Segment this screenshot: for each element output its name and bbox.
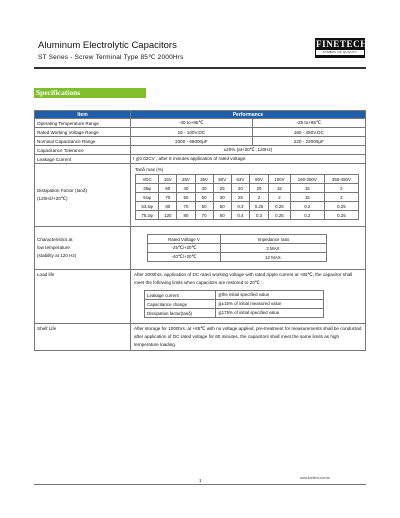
row-label: Load life (35, 270, 131, 324)
row-label: Leakage Current (35, 155, 131, 164)
dissipation-header: 25V (177, 175, 195, 184)
dissipation-cell-value: 80 (159, 202, 177, 211)
impedance-table (147, 234, 327, 262)
document-subtitle: ST Series - Screw Terminal Type 85℃ 2000Hrs (38, 54, 184, 61)
impedance-condition: -25℃/+20℃ (148, 244, 221, 253)
tan-label: Tanδ max (%) (135, 167, 164, 172)
dissipation-row (136, 193, 359, 202)
dissipation-cell-value: 15 (290, 184, 324, 193)
dissipation-header: 35V (195, 175, 213, 184)
dissipation-cell-value: 0.2 (290, 202, 324, 211)
impedance-header-row (148, 235, 327, 244)
load-life-item: Capacitance change (145, 300, 216, 309)
table-row (35, 146, 366, 155)
table-row (35, 270, 366, 324)
dissipation-cell-value: 0.25 (269, 211, 291, 220)
load-life-item: Dissipation factor(tanδ) (145, 309, 216, 318)
dissipation-row (136, 211, 359, 220)
dissipation-cell-value: 40 (177, 184, 195, 193)
table-row (35, 155, 366, 164)
dissipation-header-row (136, 175, 359, 184)
load-life-cell (131, 270, 366, 324)
impedance-header: Impedance ratio (221, 235, 327, 244)
dissipation-header: 50V (213, 175, 231, 184)
table-header-row (35, 111, 366, 119)
dissipation-header: 350-450V (324, 175, 358, 184)
load-life-row (145, 291, 324, 300)
dissipation-cell-value: 0.25 (269, 202, 291, 211)
load-life-limit: ≦±15% of initial measured value (216, 300, 324, 309)
page-number: 1 (199, 478, 202, 483)
dissipation-condition: (120Hz/+20℃) (37, 196, 68, 201)
load-life-text: After 2000hrs. application of DC rated working voltage with rated ripple current at +85℃, the capacitor shall meet the following limits when capacitors are restored to 20℃ : (134, 272, 353, 285)
dissipation-cell-value: 60 (159, 184, 177, 193)
table-row (35, 164, 366, 227)
dissipation-cell-value: 2 (324, 184, 358, 193)
table-row (35, 119, 366, 128)
impedance-condition: -40℃/+20℃ (148, 253, 221, 262)
dissipation-cell-value: 70 (159, 193, 177, 202)
cell-value: 3300 - 68000μF (131, 137, 253, 146)
cell-value: I ≦0.02CV , after 5 minutes application of rated voltage. (131, 155, 366, 164)
dissipation-cell (131, 164, 366, 227)
dissipation-cell-value: 0.25 (249, 202, 268, 211)
impedance-row (148, 253, 327, 262)
dissipation-cell-value: 15 (269, 184, 291, 193)
impedance-value: 12 MAX. (221, 253, 327, 262)
impedance-value: 3 MAX. (221, 244, 327, 253)
row-label: Nominal Capacitance Range (35, 137, 131, 146)
dissipation-cell-value: 0.4 (231, 211, 249, 220)
dissipation-header: 100V (269, 175, 291, 184)
dissipation-cell-value: 70 (195, 211, 213, 220)
dissipation-row (136, 202, 359, 211)
dissipation-cell-value: 30 (195, 184, 213, 193)
dissipation-cell-value: 0.25 (324, 202, 358, 211)
load-life-row (145, 309, 324, 318)
load-life-limit: ≦175% of initial specified value (216, 309, 324, 318)
cell-value: -25 to+85℃ (252, 119, 365, 128)
dissipation-cell-value: 50 (195, 193, 213, 202)
table-row (35, 137, 366, 146)
dissipation-cell-value: 76.2φ (136, 211, 159, 220)
table-row (35, 227, 366, 270)
dissipation-cell-value: 50 (177, 193, 195, 202)
dissipation-cell-value: 2 (269, 193, 291, 202)
dissipation-row (136, 184, 359, 193)
footer-divider (34, 484, 366, 485)
load-life-item: Leakage current (145, 291, 216, 300)
dissipation-cell-value: 0.25 (324, 211, 358, 220)
dissipation-header: 160-250V (290, 175, 324, 184)
section-heading: Specifications (34, 88, 146, 98)
dissipation-cell-value: 0.2 (290, 211, 324, 220)
dissipation-cell-value: 15 (290, 193, 324, 202)
shelf-life-text: After storage for 1000hrs. at +85℃ with no voltage applied, pre-treatment for measurements shall be conducted after application of DC rated voltage for 60 minutes, the capacitors shall meet the same limits as high temperature loading. (131, 324, 366, 351)
row-label (35, 164, 131, 227)
low-temp-cell (131, 227, 366, 270)
row-label: Capacitance Tolerance (35, 146, 131, 155)
dissipation-header: VDC (136, 175, 159, 184)
cell-value: ±20% (at+20℃ ,120Hz) (131, 146, 366, 155)
table-row (35, 128, 366, 137)
row-label: Operating Temperature Range (35, 119, 131, 128)
dissipation-cell-value: 2 (324, 193, 358, 202)
dissipation-header: 80V (249, 175, 268, 184)
logo-tagline: SYMBOL OF QUALITY (316, 50, 364, 55)
dissipation-cell-value: 35φ (136, 184, 159, 193)
impedance-row (148, 244, 327, 253)
dissipation-cell-value: 30 (213, 193, 231, 202)
table-row (35, 324, 366, 351)
dissipation-label: Dissipation Factor (tanδ) (37, 188, 88, 193)
dissipation-cell-value: 0.3 (249, 211, 268, 220)
dissipation-cell-value: 50 (213, 202, 231, 211)
logo-wordmark: FINETECH (316, 39, 368, 49)
dissipation-cell-value: 51φ (136, 193, 159, 202)
document-title: Aluminum Electrolytic Capacitors (38, 40, 177, 51)
dissipation-cell-value: 2 (249, 193, 268, 202)
dissipation-cell-value: 70 (177, 202, 195, 211)
dissipation-header: 16V (159, 175, 177, 184)
load-life-limit: ≦the initial specified value (216, 291, 324, 300)
dissipation-cell-value: 25 (231, 193, 249, 202)
row-label: Rated Working Voltage Range (35, 128, 131, 137)
row-label (35, 227, 131, 270)
cell-value: 160 - 450V.DC (252, 128, 365, 137)
impedance-header: Rated Voltage V (148, 235, 221, 244)
load-life-table (144, 290, 324, 318)
dissipation-cell-value: 60 (213, 211, 231, 220)
dissipation-cell-value: 25 (213, 184, 231, 193)
low-temp-label-line: Characteristics at (37, 237, 73, 242)
dissipation-cell-value: 63.5φ (136, 202, 159, 211)
dissipation-header: 63V (231, 175, 249, 184)
header-item: Item (35, 111, 131, 119)
load-life-row (145, 300, 324, 309)
row-label: Shelf Life (35, 324, 131, 351)
dissipation-cell-value: 20 (249, 184, 268, 193)
header-divider (34, 67, 366, 69)
dissipation-cell-value: 0.3 (231, 202, 249, 211)
dissipation-cell-value: 120 (159, 211, 177, 220)
dissipation-cell-value: 20 (231, 184, 249, 193)
cell-value: -40 to+85℃ (131, 119, 253, 128)
header-performance: Performance (131, 111, 366, 119)
company-logo (315, 38, 368, 58)
low-temp-label-line: (stability at 120 Hz) (37, 253, 77, 258)
cell-value: 220 - 22000μF (252, 137, 365, 146)
cell-value: 16 - 100V.DC (131, 128, 253, 137)
dissipation-table (135, 174, 359, 220)
footer-url: www.finetech.com.tw (300, 476, 330, 480)
specifications-table (34, 110, 366, 351)
dissipation-cell-value: 60 (195, 202, 213, 211)
low-temp-label-line: low temperature (37, 245, 70, 250)
dissipation-cell-value: 80 (177, 211, 195, 220)
